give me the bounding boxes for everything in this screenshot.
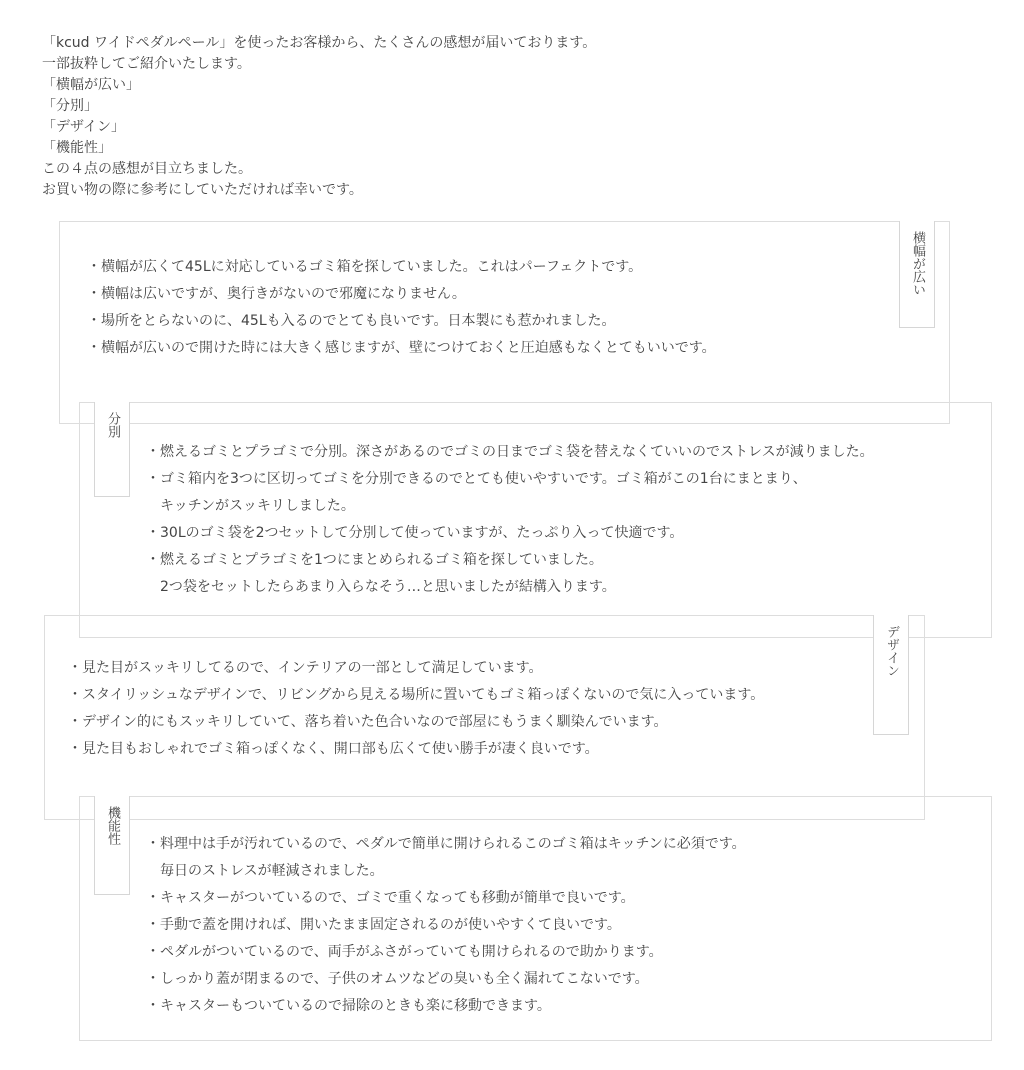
review-text: ・手動で蓋を開ければ、開いたまま固定されるのが使いやすくて良いです。 [146,917,621,933]
review-text: ・見た目がスッキリしてるので、インテリアの一部として満足しています。 [68,660,543,676]
review-item [68,682,764,709]
intro-line: 「分別」 [42,98,98,114]
review-text-continued: 毎日のストレスが軽減されました。 [160,863,384,879]
review-item [146,993,746,1020]
review-text: ・30Lのゴミ袋を2つセットして分別して使っていますが、たっぷり入って快適です。 [146,525,684,541]
review-item [87,254,716,281]
section-tag-label: 横幅が広い [910,231,925,296]
review-text-continued: 2つ袋をセットしたらあまり入らなそう…と思いましたが結構入ります。 [160,579,616,595]
intro-line: 「機能性」 [42,140,112,156]
review-item [146,912,746,939]
section-tag-label: 機能性 [105,806,120,845]
review-text: ・キャスターがついているので、ゴミで重くなっても移動が簡単で良いです。 [146,890,635,906]
review-text: ・横幅は広いですが、奥行きがないので邪魔になりません。 [87,286,466,302]
review-text: ・料理中は手が汚れているので、ペダルで簡単に開けられるこのゴミ箱はキッチンに必須です。 [146,836,746,852]
review-text-continued: キッチンがスッキリしました。 [160,498,355,514]
review-text: ・燃えるゴミとプラゴミを1つにまとめられるゴミ箱を探していました。 [146,552,603,568]
section-tag-width [899,221,935,328]
review-item [146,520,874,547]
intro-line: 「デザイン」 [42,119,126,135]
review-text: ・横幅が広いので開けた時には大きく感じますが、壁につけておくと圧迫感もなくとてもいいです。 [87,340,716,356]
review-list-width [87,254,716,362]
review-list-design [68,655,764,763]
review-item [146,466,874,520]
section-tag-functionality [94,796,130,895]
section-tag-label: 分別 [105,412,120,438]
review-item [146,885,746,912]
intro-line: 「kcud ワイドペダルペール」を使ったお客様から、たくさんの感想が届いております。 [42,35,597,51]
review-list-sorting [146,439,874,601]
review-text: ・燃えるゴミとプラゴミで分別。深さがあるのでゴミの日までゴミ袋を替えなくていいのでストレスが減りました。 [146,444,874,460]
review-item [87,281,716,308]
review-text: ・場所をとらないのに、45Lも入るのでとても良いです。日本製にも惹かれました。 [87,313,616,329]
review-item [146,439,874,466]
intro-line: お買い物の際に参考にしていただければ幸いです。 [42,182,363,198]
review-text: ・ゴミ箱内を3つに区切ってゴミを分別できるのでとても使いやすいです。ゴミ箱がこの1台にまとまり、 [146,471,807,487]
review-item [146,547,874,601]
section-tag-sorting [94,402,130,497]
review-item [146,831,746,885]
review-item [146,966,746,993]
section-tag-label: デザイン [884,625,899,677]
review-item [146,939,746,966]
review-item [87,335,716,362]
intro-line: 「横幅が広い」 [42,77,140,93]
review-text: ・スタイリッシュなデザインで、リビングから見える場所に置いてもゴミ箱っぽくないので気に入っています。 [68,687,765,703]
review-text: ・しっかり蓋が閉まるので、子供のオムツなどの臭いも全く漏れてこないです。 [146,971,649,987]
review-text: ・ペダルがついているので、両手がふさがっていても開けられるので助かります。 [146,944,663,960]
intro-text [42,33,982,201]
review-item [87,308,716,335]
intro-line: この４点の感想が目立ちました。 [42,161,252,177]
section-tag-design [873,615,909,735]
review-text: ・デザイン的にもスッキリしていて、落ち着いた色合いなので部屋にもうまく馴染んでいます。 [68,714,668,730]
review-item [68,655,764,682]
intro-line: 一部抜粋してご紹介いたします。 [42,56,251,72]
review-text: ・横幅が広くて45Lに対応しているゴミ箱を探していました。これはパーフェクトです。 [87,259,643,275]
review-text: ・見た目もおしゃれでゴミ箱っぽくなく、開口部も広くて使い勝手が凄く良いです。 [68,741,599,757]
review-item [68,736,764,763]
review-item [68,709,764,736]
review-text: ・キャスターもついているので掃除のときも楽に移動できます。 [146,998,551,1014]
review-list-functionality [146,831,746,1020]
